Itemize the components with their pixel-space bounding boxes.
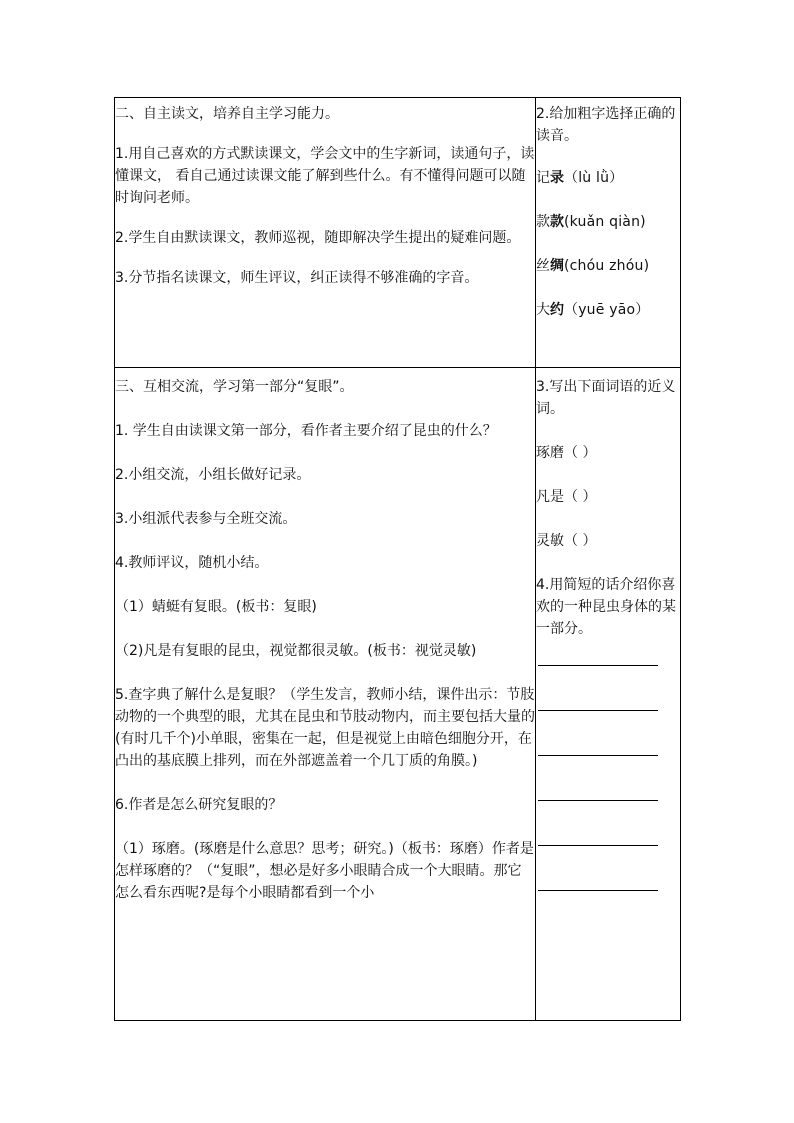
exercise2-item	[536, 211, 680, 233]
item-pinyin: （lù lǜ）	[564, 170, 624, 186]
item-pinyin: (chóu zhóu)	[564, 258, 650, 274]
exercise4-title: 4.用简短的话介绍你喜欢的一种昆虫身体的某一部分。	[536, 577, 676, 637]
item-bold-char: 约	[550, 302, 564, 318]
exercise2-item	[536, 255, 680, 277]
table-row	[115, 368, 681, 1021]
answer-blank-line[interactable]	[538, 709, 658, 711]
section2-heading: 二、自主读文，培养自主学习能力。	[115, 106, 339, 122]
section3-paragraph-3: 3.小组派代表参与全班交流。	[115, 511, 297, 527]
item-char: 丝	[536, 258, 550, 274]
answer-blanks	[536, 664, 680, 891]
exercise3-item: 凡是（ ）	[536, 489, 597, 505]
answer-blank-line[interactable]	[538, 844, 658, 846]
section3-paragraph-5: 5.查字典了解什么是复眼？（学生发言，教师小结，课件出示：节肢动物的一个典型的眼，尤其在昆虫和节肢动物内，而主要包括大量的(有时几千个)小单眼，密集在一起，但是视觉上由暗色细胞分开，在凸出的基底膜上排列，而在外部遮盖着一个几丁质的角膜。)	[115, 687, 535, 769]
section3-cell	[115, 368, 536, 1021]
item-pinyin: (kuǎn qiàn)	[564, 214, 646, 230]
section3-paragraph-4a: （1）蜻蜓有复眼。(板书：复眼)	[115, 599, 317, 615]
section2-paragraph-3: 3.分节指名读课文，师生评议，纠正读得不够准确的字音。	[115, 270, 479, 286]
answer-blank-line[interactable]	[538, 889, 658, 891]
exercise3-item: 琢磨（ ）	[536, 445, 597, 461]
answer-blank-line[interactable]	[538, 799, 658, 801]
item-bold-char: 录	[550, 170, 564, 186]
item-char: 记	[536, 170, 550, 186]
exercise3-title: 3.写出下面词语的近义词。	[536, 379, 676, 417]
item-bold-char: 款	[550, 214, 564, 230]
answer-blank-line[interactable]	[538, 664, 658, 666]
section3-heading: 三、互相交流，学习第一部分“复眼”。	[115, 379, 354, 395]
item-char: 大	[536, 302, 550, 318]
lesson-plan-table	[114, 97, 681, 1021]
section3-paragraph-4: 4.教师评议，随机小结。	[115, 555, 269, 571]
section3-paragraph-2: 2.小组交流，小组长做好记录。	[115, 467, 311, 483]
exercise3-item: 灵敏（ ）	[536, 533, 597, 549]
answer-blank-line[interactable]	[538, 754, 658, 756]
section3-paragraph-6: 6.作者是怎么研究复眼的？	[115, 797, 283, 813]
exercise2-cell	[536, 98, 681, 368]
exercise2-item	[536, 167, 680, 189]
item-pinyin: （yuē yāo）	[564, 302, 650, 318]
exercise2-item	[536, 299, 680, 321]
exercise2-title: 2.给加粗字选择正确的读音。	[536, 106, 676, 144]
table-row	[115, 98, 681, 368]
section3-paragraph-6a: （1）琢磨。(琢磨是什么意思？思考；研究。)（板书：琢磨）作者是怎样琢磨的？（“复眼”，想必是好多小眼睛合成一个大眼睛。那它怎么看东西呢?是每个小眼睛都看到一个小	[115, 841, 534, 901]
section2-paragraph-2: 2.学生自由默读课文，教师巡视，随即解决学生提出的疑难问题。	[115, 230, 521, 246]
section3-paragraph-4b: （2)凡是有复眼的昆虫，视觉都很灵敏。(板书：视觉灵敏)	[115, 643, 477, 659]
section3-paragraph-1: 1. 学生自由读课文第一部分，看作者主要介绍了昆虫的什么？	[115, 423, 497, 439]
item-char: 款	[536, 214, 550, 230]
exercise3-4-cell	[536, 368, 681, 1021]
section2-cell	[115, 98, 536, 368]
section2-paragraph-1: 1.用自己喜欢的方式默读课文，学会文中的生字新词，读通句子，读懂课文， 看自己通过读课文能了解到些什么。有不懂得问题可以随时询问老师。	[115, 146, 535, 206]
item-bold-char: 绸	[550, 258, 564, 274]
